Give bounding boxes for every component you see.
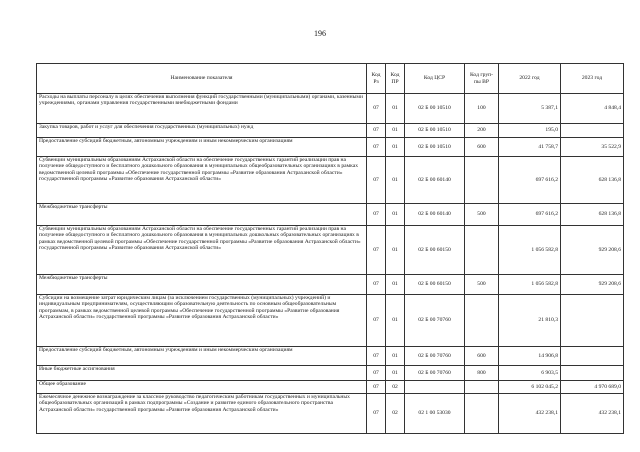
row-pr: 01 bbox=[386, 138, 405, 157]
row-rz: 07 bbox=[367, 275, 386, 295]
row-csr: 02 Б 00 60140 bbox=[405, 157, 465, 204]
row-name: Субвенции муниципальным образованиям Астраханской области на обеспечение государственных гарантий реализации прав на получение общедоступного и бесплатного дошкольного образования в муниципальных общеобразовательных организациях в рамках ведомственной целевой программы «Обеспечение государственной программы «Развитие образования Астраханской области» государственной программы «Развитие образования Астраханской области» bbox=[37, 157, 367, 204]
col-header-pr: Код ПР bbox=[386, 64, 405, 94]
row-pr: 01 bbox=[386, 347, 405, 366]
row-vr: 100 bbox=[465, 94, 499, 124]
row-pr: 01 bbox=[386, 94, 405, 124]
row-name: Расходы на выплаты персоналу в целях обеспечения выполнения функций государственными (муниципальными) органами, казенными учреждениями, органами управления государственными внебюджетными фондами bbox=[37, 94, 367, 124]
col-header-rz: Код Рз bbox=[367, 64, 386, 94]
table-row bbox=[37, 138, 624, 157]
row-pr: 02 bbox=[386, 394, 405, 434]
row-csr: 02 Б 00 70760 bbox=[405, 366, 465, 381]
table-row bbox=[37, 94, 624, 124]
row-2022: 6 903,5 bbox=[499, 366, 561, 381]
row-csr: 02 Б 00 10510 bbox=[405, 138, 465, 157]
row-2022: 697 616,2 bbox=[499, 157, 561, 204]
page-number: 196 bbox=[314, 29, 326, 38]
row-rz: 07 bbox=[367, 381, 386, 394]
row-csr: 02 Б 00 10510 bbox=[405, 124, 465, 138]
table-header-row bbox=[37, 64, 624, 94]
table-row bbox=[37, 295, 624, 347]
row-2023: 929 208,6 bbox=[561, 275, 624, 295]
row-rz: 07 bbox=[367, 157, 386, 204]
row-csr: 02 Б 00 70760 bbox=[405, 347, 465, 366]
col-header-csr: Код ЦСР bbox=[405, 64, 465, 94]
table-row bbox=[37, 381, 624, 394]
row-name: Межбюджетные трансферты bbox=[37, 204, 367, 226]
row-rz: 07 bbox=[367, 226, 386, 275]
row-vr bbox=[465, 381, 499, 394]
table-row bbox=[37, 394, 624, 434]
table-row bbox=[37, 347, 624, 366]
row-pr: 02 bbox=[386, 381, 405, 394]
row-vr: 200 bbox=[465, 124, 499, 138]
row-csr: 02 Б 00 60140 bbox=[405, 204, 465, 226]
row-2023 bbox=[561, 124, 624, 138]
table-row bbox=[37, 157, 624, 204]
row-2023 bbox=[561, 295, 624, 347]
row-csr: 02 Б 00 60150 bbox=[405, 275, 465, 295]
budget-table bbox=[36, 63, 624, 434]
row-vr: 600 bbox=[465, 138, 499, 157]
row-2023: 628 136,8 bbox=[561, 157, 624, 204]
row-rz: 07 bbox=[367, 295, 386, 347]
row-2022: 1 056 582,8 bbox=[499, 275, 561, 295]
row-2022: 1 056 582,8 bbox=[499, 226, 561, 275]
table-row bbox=[37, 366, 624, 381]
row-2022: 41 758,7 bbox=[499, 138, 561, 157]
row-2022: 6 102 045,2 bbox=[499, 381, 561, 394]
row-2022: 697 616,2 bbox=[499, 204, 561, 226]
row-vr: 800 bbox=[465, 366, 499, 381]
row-pr: 01 bbox=[386, 295, 405, 347]
row-rz: 07 bbox=[367, 204, 386, 226]
row-csr: 02 Б 00 10510 bbox=[405, 94, 465, 124]
row-2022: 14 906,8 bbox=[499, 347, 561, 366]
row-2023 bbox=[561, 347, 624, 366]
row-pr: 01 bbox=[386, 226, 405, 275]
row-name: Ежемесячное денежное вознаграждение за классное руководство педагогическим работникам государственных и муниципальных общеобразовательных организаций в рамках подпрограммы «Создание и развитие единого образовательного пространства Астраханской области» государственной программы «Развитие образования Астраханской области» bbox=[37, 394, 367, 434]
row-vr bbox=[465, 157, 499, 204]
row-name: Общее образование bbox=[37, 381, 367, 394]
row-csr: 02 Б 00 70760 bbox=[405, 295, 465, 347]
row-pr: 01 bbox=[386, 124, 405, 138]
row-2023: 4 970 689,0 bbox=[561, 381, 624, 394]
row-2022: 21 810,3 bbox=[499, 295, 561, 347]
row-name: Иные бюджетные ассигнования bbox=[37, 366, 367, 381]
row-pr: 01 bbox=[386, 366, 405, 381]
table-row bbox=[37, 226, 624, 275]
row-csr: 02 Б 00 60150 bbox=[405, 226, 465, 275]
row-2023 bbox=[561, 366, 624, 381]
col-header-2023: 2023 год bbox=[561, 64, 624, 94]
row-vr: 500 bbox=[465, 204, 499, 226]
row-rz: 07 bbox=[367, 138, 386, 157]
row-rz: 07 bbox=[367, 94, 386, 124]
row-2023: 35 522,9 bbox=[561, 138, 624, 157]
row-rz: 07 bbox=[367, 347, 386, 366]
row-name: Предоставление субсидий бюджетным, автономным учреждениям и иным некоммерческим организациям bbox=[37, 138, 367, 157]
row-name: Субвенции муниципальным образованиям Астраханской области на обеспечение государственных гарантий реализации прав на получение общедоступного и бесплатного дошкольного образования в муниципальных дошкольных образовательных организациях в рамках ведомственной целевой программы «Обеспечение государственной программы «Развитие образования Астраханской области» государственной программы «Развитие образования Астраханской области» bbox=[37, 226, 367, 275]
row-pr: 01 bbox=[386, 275, 405, 295]
row-rz: 07 bbox=[367, 394, 386, 434]
row-2023: 628 136,8 bbox=[561, 204, 624, 226]
table-row bbox=[37, 204, 624, 226]
row-pr: 01 bbox=[386, 157, 405, 204]
row-vr bbox=[465, 394, 499, 434]
col-header-name: Наименование показателя bbox=[37, 64, 367, 94]
row-name: Закупка товаров, работ и услуг для обеспечения государственных (муниципальных) нужд bbox=[37, 124, 367, 138]
col-header-2022: 2022 год bbox=[499, 64, 561, 94]
row-2022: 5 387,1 bbox=[499, 94, 561, 124]
row-2023: 4 848,4 bbox=[561, 94, 624, 124]
row-vr bbox=[465, 226, 499, 275]
table-row bbox=[37, 124, 624, 138]
row-vr: 600 bbox=[465, 347, 499, 366]
row-csr bbox=[405, 381, 465, 394]
row-2023: 929 208,6 bbox=[561, 226, 624, 275]
row-name: Субсидии на возмещение затрат юридическим лицам (за исключением государственных (муниципальных) учреждений) и индивидуальным предпринимателям, осуществляющим образовательную деятельность по основным общеобразовательным программам, в рамках ведомственной целевой программы «Обеспечение государственной программы «Развитие образования Астраханской области» государственной программы «Развитие образования Астраханской области» bbox=[37, 295, 367, 347]
table-row bbox=[37, 275, 624, 295]
row-rz: 07 bbox=[367, 366, 386, 381]
row-name: Межбюджетные трансферты bbox=[37, 275, 367, 295]
row-rz: 07 bbox=[367, 124, 386, 138]
row-pr: 01 bbox=[386, 204, 405, 226]
row-vr: 500 bbox=[465, 275, 499, 295]
row-2023: 432 238,1 bbox=[561, 394, 624, 434]
row-csr: 02 1 00 53030 bbox=[405, 394, 465, 434]
row-name: Предоставление субсидий бюджетным, автономным учреждениям и иным некоммерческим организациям bbox=[37, 347, 367, 366]
row-2022: 195,0 bbox=[499, 124, 561, 138]
row-vr bbox=[465, 295, 499, 347]
col-header-vr: Код груп-пы ВР bbox=[465, 64, 499, 94]
row-2022: 432 238,1 bbox=[499, 394, 561, 434]
